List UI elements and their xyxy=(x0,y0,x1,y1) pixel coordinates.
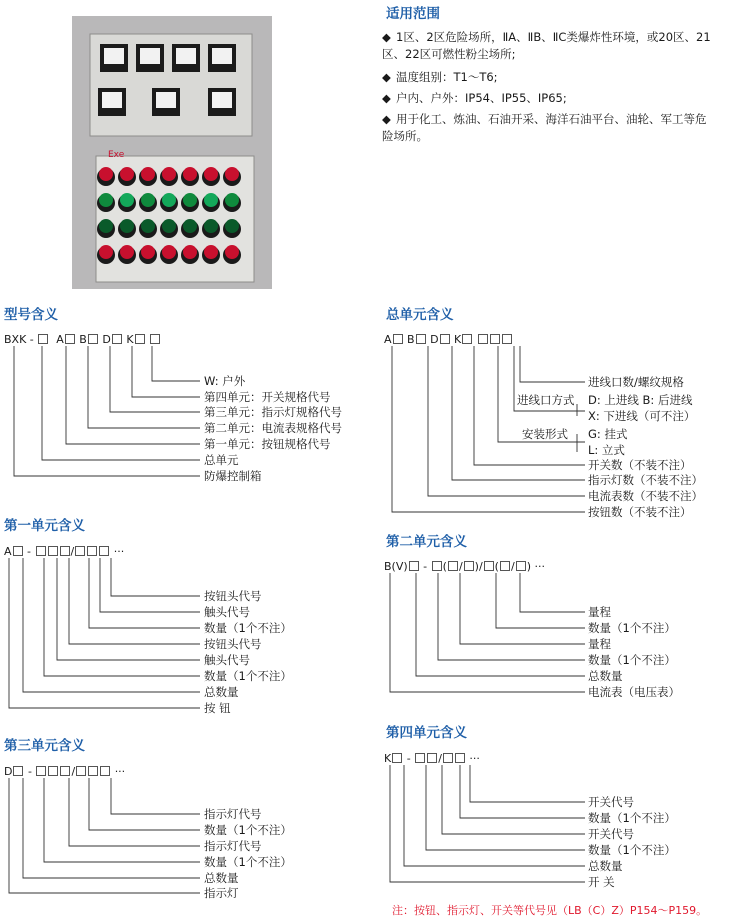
unit3-code: D - / ··· xyxy=(4,765,126,778)
unit2-code: B(V) - ( / )/ ( / ) ··· xyxy=(384,560,545,573)
unit4-label-1: 开关代号 xyxy=(588,795,634,809)
unit4-label-6: 开 关 xyxy=(588,875,615,889)
model-code: BXK - A B D K xyxy=(4,333,161,346)
total-label-5: 安装形式 xyxy=(522,427,568,441)
unit2-label-6: 电流表（电压表） xyxy=(588,685,680,699)
unit3-label-4: 数量（1个不注） xyxy=(204,855,292,869)
unit2-label-4: 数量（1个不注） xyxy=(588,653,676,667)
model-label-7: 防爆控制箱 xyxy=(204,469,262,483)
unit4-label-2: 数量（1个不注） xyxy=(588,811,676,825)
unit1-code: A - / ··· xyxy=(4,545,125,558)
unit3-label-6: 指示灯 xyxy=(204,886,239,900)
unit1-title: 第一单元含义 xyxy=(4,518,85,534)
unit1-label-3: 数量（1个不注） xyxy=(204,621,292,635)
unit1-label-8: 按 钮 xyxy=(204,701,231,715)
total-label-3: D: 上进线 B: 后进线 xyxy=(588,393,693,407)
total-code: A B D K xyxy=(384,333,513,346)
unit2-title: 第二单元含义 xyxy=(386,534,467,550)
model-title: 型号含义 xyxy=(4,307,58,323)
unit3-label-5: 总数量 xyxy=(204,871,239,885)
model-label-4: 第二单元：电流表规格代号 xyxy=(204,421,342,435)
scope-item-4: ◆ 用于化工、炼油、石油开采、海洋石油平台、油轮、军工等危险场所。 xyxy=(382,112,707,143)
total-label-4: X: 下进线（可不注） xyxy=(588,409,696,423)
total-label-2: 进线口方式 xyxy=(517,393,575,407)
total-label-9: 指示灯数（不装不注） xyxy=(588,473,703,487)
total-label-10: 电流表数（不装不注） xyxy=(588,489,703,503)
model-label-3: 第三单元：指示灯规格代号 xyxy=(204,405,342,419)
total-label-1: 进线口数/螺纹规格 xyxy=(588,375,684,389)
total-title: 总单元含义 xyxy=(386,307,454,323)
scope-item-3: ◆ 户内、户外：IP54、IP55、IP65; xyxy=(382,91,567,105)
unit1-label-2: 触头代号 xyxy=(204,605,250,619)
unit2-label-5: 总数量 xyxy=(588,669,623,683)
total-label-8: 开关数（不装不注） xyxy=(588,458,692,472)
model-label-6: 总单元 xyxy=(204,453,239,467)
model-label-1: W: 户外 xyxy=(204,374,246,388)
model-label-5: 第一单元：按钮规格代号 xyxy=(204,437,331,451)
unit1-label-4: 按钮头代号 xyxy=(204,637,262,651)
panel-label: Exe xyxy=(108,150,125,160)
unit2-label-3: 量程 xyxy=(588,637,611,651)
unit2-label-1: 量程 xyxy=(588,605,611,619)
total-label-7: L: 立式 xyxy=(588,443,625,457)
total-label-6: G: 挂式 xyxy=(588,427,628,441)
scope-item-2: ◆ 温度组别：T1～T6; xyxy=(382,70,498,84)
unit4-label-4: 数量（1个不注） xyxy=(588,843,676,857)
unit3-label-1: 指示灯代号 xyxy=(204,807,262,821)
scope-item-1: ◆ 1区、2区危险场所，ⅡA、ⅡB、ⅡC类爆炸性环境，或20区、21区、22区可燃性粉尘场所; xyxy=(382,30,711,61)
unit2-label-2: 数量（1个不注） xyxy=(588,621,676,635)
unit3-title: 第三单元含义 xyxy=(4,738,85,754)
unit4-code: K - / ··· xyxy=(384,752,480,765)
scope-title: 适用范围 xyxy=(386,6,440,22)
unit4-title: 第四单元含义 xyxy=(386,725,467,741)
unit1-label-6: 数量（1个不注） xyxy=(204,669,292,683)
unit1-label-5: 触头代号 xyxy=(204,653,250,667)
unit4-label-5: 总数量 xyxy=(588,859,623,873)
unit4-label-3: 开关代号 xyxy=(588,827,634,841)
unit1-label-7: 总数量 xyxy=(204,685,239,699)
unit3-label-3: 指示灯代号 xyxy=(204,839,262,853)
footnote: 注：按钮、指示灯、开关等代号见（LB（C）Z）P154～P159。 xyxy=(392,904,708,917)
unit1-label-1: 按钮头代号 xyxy=(204,589,262,603)
model-label-2: 第四单元：开关规格代号 xyxy=(204,390,331,404)
unit3-label-2: 数量（1个不注） xyxy=(204,823,292,837)
total-label-11: 按钮数（不装不注） xyxy=(588,505,692,519)
